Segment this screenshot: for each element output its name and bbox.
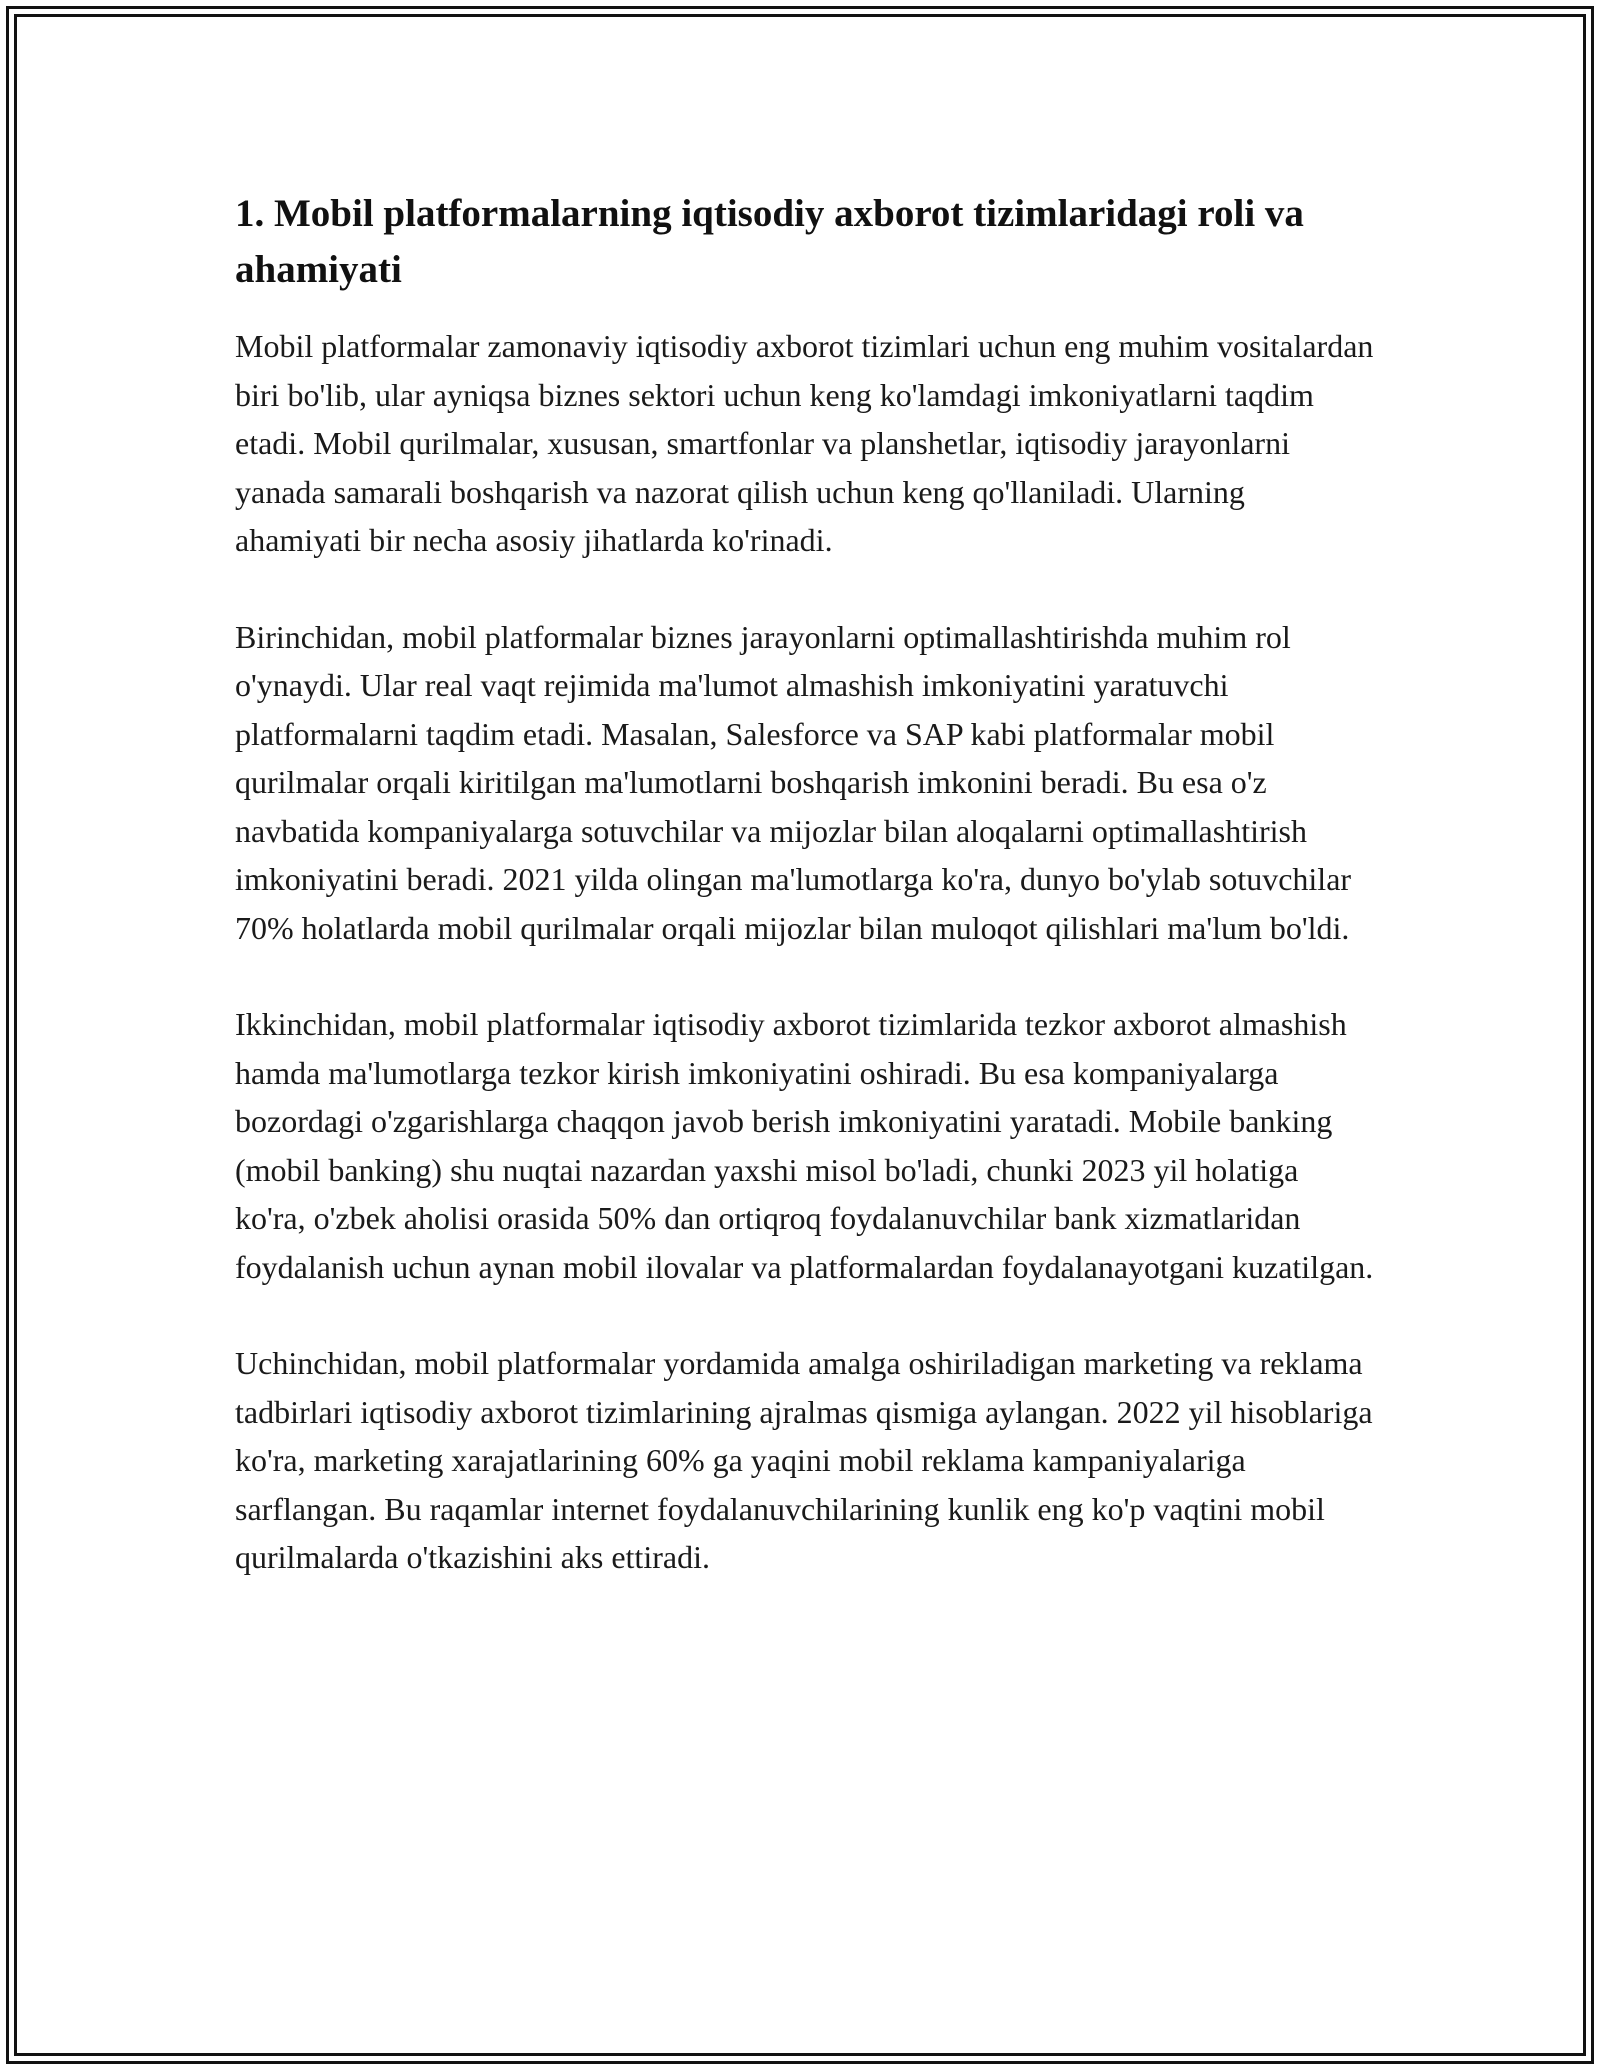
paragraph-first-point: Birinchidan, mobil platformalar biznes jarayonlarni optimallashtirishda muhim rol o'ynaydi. Ular real vaqt rejimida ma'lumot almashish imkoniyatini yaratuvchi platformalarni taqdim etadi. Masalan, Salesforce va SAP kabi platformalar mobil qurilmalar orqali kiritilgan ma'lumotlarni boshqarish imkonini beradi. Bu esa o'z navbatida kompaniyalarga sotuvchilar va mijozlar bilan aloqalarni optimallashtirish imkoniyatini beradi. 2021 yilda olingan ma'lumotlarga ko'ra, dunyo bo'ylab sotuvchilar 70% holatlarda mobil qurilmalar orqali mijozlar bilan muloqot qilishlari ma'lum bo'ldi. xyxy=(235,618,1352,946)
section-heading: 1. Mobil platformalarning iqtisodiy axborot tizimlaridagi roli va ahamiyati xyxy=(235,192,1304,291)
paragraph-third-point: Uchinchidan, mobil platformalar yordamida amalga oshiriladigan marketing va reklama tadbirlari iqtisodiy axborot tizimlarining ajralmas qismiga aylangan. 2022 yil hisoblariga ko'ra, marketing xarajatlarining 60% ga yaqini mobil reklama kampaniyalariga sarflangan. Bu raqamlar internet foydalanuvchilarining kunlik eng ko'p vaqtini mobil qurilmalarda o'tkazishini aks ettiradi. xyxy=(235,1345,1373,1575)
paragraph-second-point: Ikkinchidan, mobil platformalar iqtisodiy axborot tizimlarida tezkor axborot almashish hamda ma'lumotlarga tezkor kirish imkoniyatini oshiradi. Bu esa kompaniyalarga bozordagi o'zgarishlarga chaqqon javob berish imkoniyatini yaratadi. Mobile banking (mobil banking) shu nuqtai nazardan yaxshi misol bo'ladi, chunki 2023 yil holatiga ko'ra, o'zbek aholisi orasida 50% dan ortiqroq foydalanuvchilar bank xizmatlaridan foydalanish uchun aynan mobil ilovalar va platformalardan foydalanayotgani kuzatilgan. xyxy=(235,1006,1374,1285)
document-body xyxy=(235,186,1375,1630)
paragraph-intro: Mobil platformalar zamonaviy iqtisodiy axborot tizimlari uchun eng muhim vositalardan biri bo'lib, ular ayniqsa biznes sektori uchun keng ko'lamdagi imkoniyatlarni taqdim etadi. Mobil qurilmalar, xususan, smartfonlar va planshetlar, iqtisodiy jarayonlarni yanada samarali boshqarish va nazorat qilish uchun keng qo'llaniladi. Ularning ahamiyati bir necha asosiy jihatlarda ko'rinadi. xyxy=(235,328,1374,558)
